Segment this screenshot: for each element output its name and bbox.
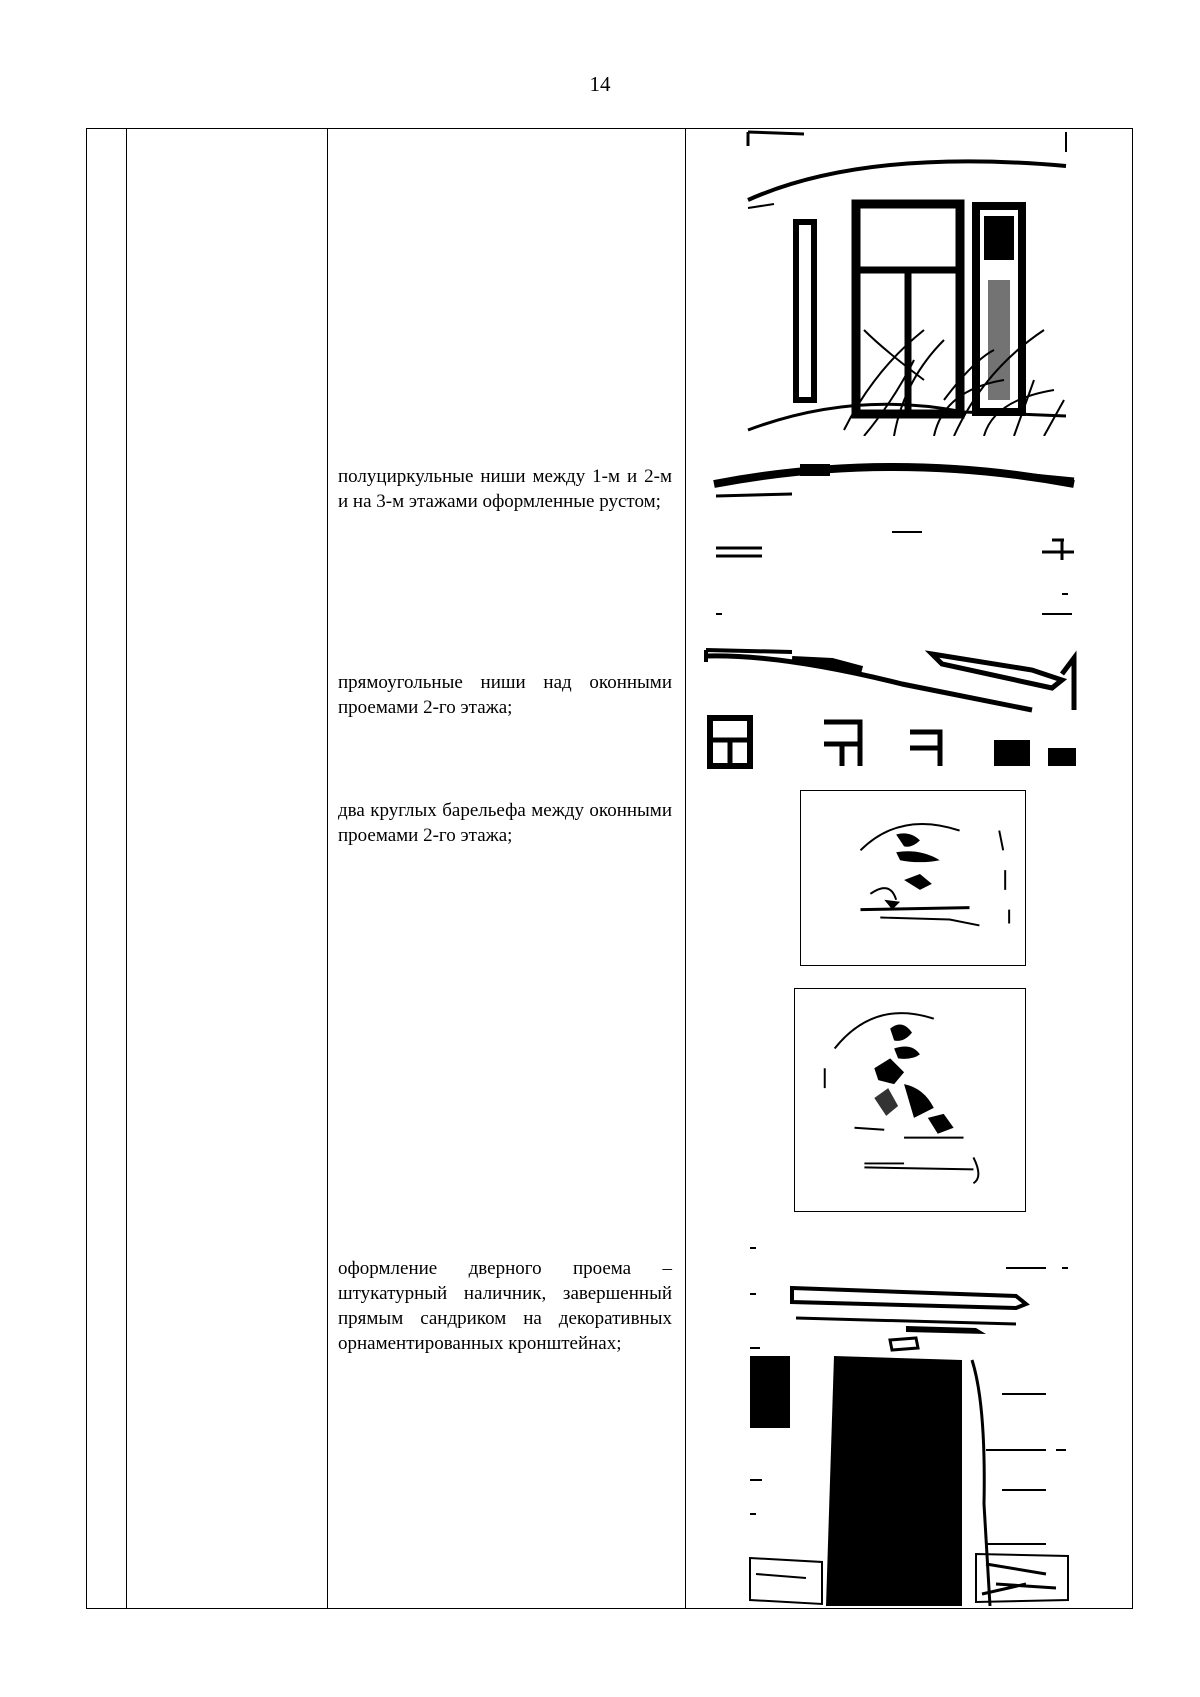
photo-window-bay bbox=[744, 130, 1070, 436]
page-number: 14 bbox=[589, 72, 611, 96]
feature-description-bas-reliefs: два круглых барельефа между оконными проемами 2-го этажа; bbox=[338, 800, 672, 846]
feature-description-semicircular-niches: полуциркульные ниши между 1-м и 2-м и на 3-м этажами оформленные рустом; bbox=[338, 466, 672, 512]
photo-door-surround bbox=[746, 1244, 1070, 1606]
photo-bas-relief-2 bbox=[794, 988, 1026, 1212]
photo-rectangular-niches bbox=[702, 640, 1080, 770]
column-divider-name bbox=[327, 129, 328, 1608]
photo-semicircular-niches bbox=[712, 454, 1076, 620]
column-divider-description bbox=[685, 129, 686, 1608]
column-divider-number bbox=[126, 129, 127, 1608]
photo-bas-relief-1 bbox=[800, 790, 1026, 966]
feature-description-door-surround: оформление дверного проема – штукатурный наличник, завершенный прямым сандриком на декоративных орнаментированных кронштейнах; bbox=[338, 1258, 672, 1354]
feature-description-rectangular-niches: прямоугольные ниши над оконными проемами 2-го этажа; bbox=[338, 672, 672, 718]
